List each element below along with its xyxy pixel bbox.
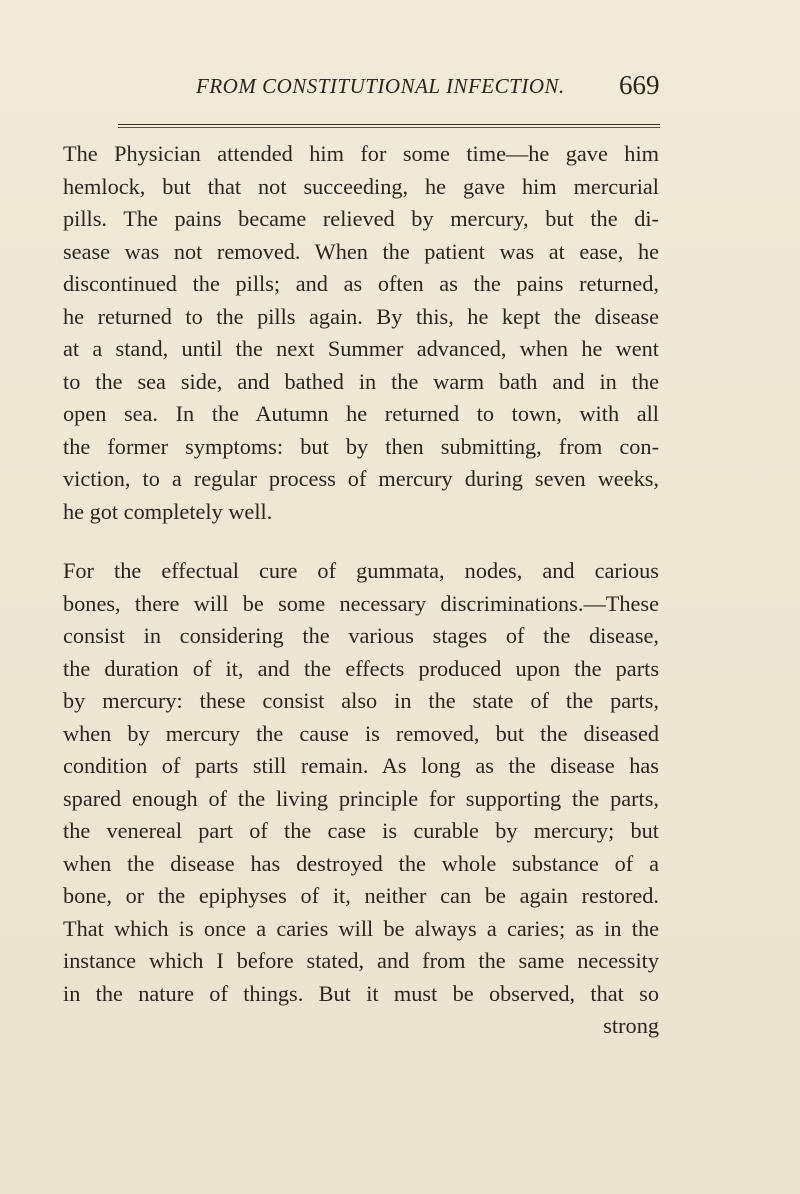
- catchword: strong: [603, 1013, 659, 1038]
- text-line: he got completely well.: [63, 498, 273, 524]
- text-line: the venereal part of the case is curable by mercury; but: [63, 818, 659, 843]
- text-line: in the nature of things. But it must be observed, that so: [63, 980, 659, 1006]
- text-line: consist in considering the various stages of the disease,: [63, 623, 659, 648]
- text-line: That which is once a caries will be always a caries; as in the: [63, 915, 659, 941]
- paragraph-1: [63, 138, 659, 528]
- text-line: condition of parts still remain. As long as the disease has: [63, 753, 659, 778]
- text-line: hemlock, but that not succeeding, he gave him mercurial: [63, 173, 659, 199]
- text-line: he returned to the pills again. By this, he kept the disease: [63, 303, 659, 329]
- page-number: 669: [619, 70, 660, 100]
- body-text: [63, 138, 659, 1043]
- text-line: by mercury: these consist also in the state of the parts,: [63, 688, 659, 713]
- text-line: The Physician attended him for some time—he gave him: [63, 141, 659, 166]
- text-line: spared enough of the living principle for supporting the parts,: [63, 785, 659, 811]
- running-head-title: FROM CONSTITUTIONAL INFECTION.: [196, 74, 565, 98]
- paragraph-spacer: [63, 528, 659, 555]
- text-line: discontinued the pills; and as often as the pains returned,: [63, 271, 659, 296]
- text-line: to the sea side, and bathed in the warm bath and in the: [63, 368, 659, 394]
- text-line: pills. The pains became relieved by mercury, but the di-: [63, 206, 659, 231]
- text-line: the duration of it, and the effects produced upon the parts: [63, 655, 659, 681]
- text-line: instance which I before stated, and from the same necessity: [63, 948, 659, 973]
- text-line: the former symptoms: but by then submitting, from con-: [63, 433, 659, 459]
- text-line: bones, there will be some necessary discriminations.—These: [63, 590, 659, 616]
- text-line: when the disease has destroyed the whole substance of a: [63, 850, 659, 876]
- header-rule: [118, 124, 660, 125]
- text-line: bone, or the epiphyses of it, neither can be again restored.: [63, 883, 659, 908]
- text-line: open sea. In the Autumn he returned to town, with all: [63, 401, 659, 426]
- text-line: sease was not removed. When the patient was at ease, he: [63, 238, 659, 264]
- text-line: when by mercury the cause is removed, but the diseased: [63, 720, 659, 746]
- header-rule-secondary: [118, 127, 660, 128]
- paragraph-2: [63, 555, 659, 1043]
- text-line: at a stand, until the next Summer advanced, when he went: [63, 336, 659, 361]
- text-line: For the effectual cure of gummata, nodes, and carious: [63, 558, 659, 583]
- text-line: viction, to a regular process of mercury during seven weeks,: [63, 466, 659, 491]
